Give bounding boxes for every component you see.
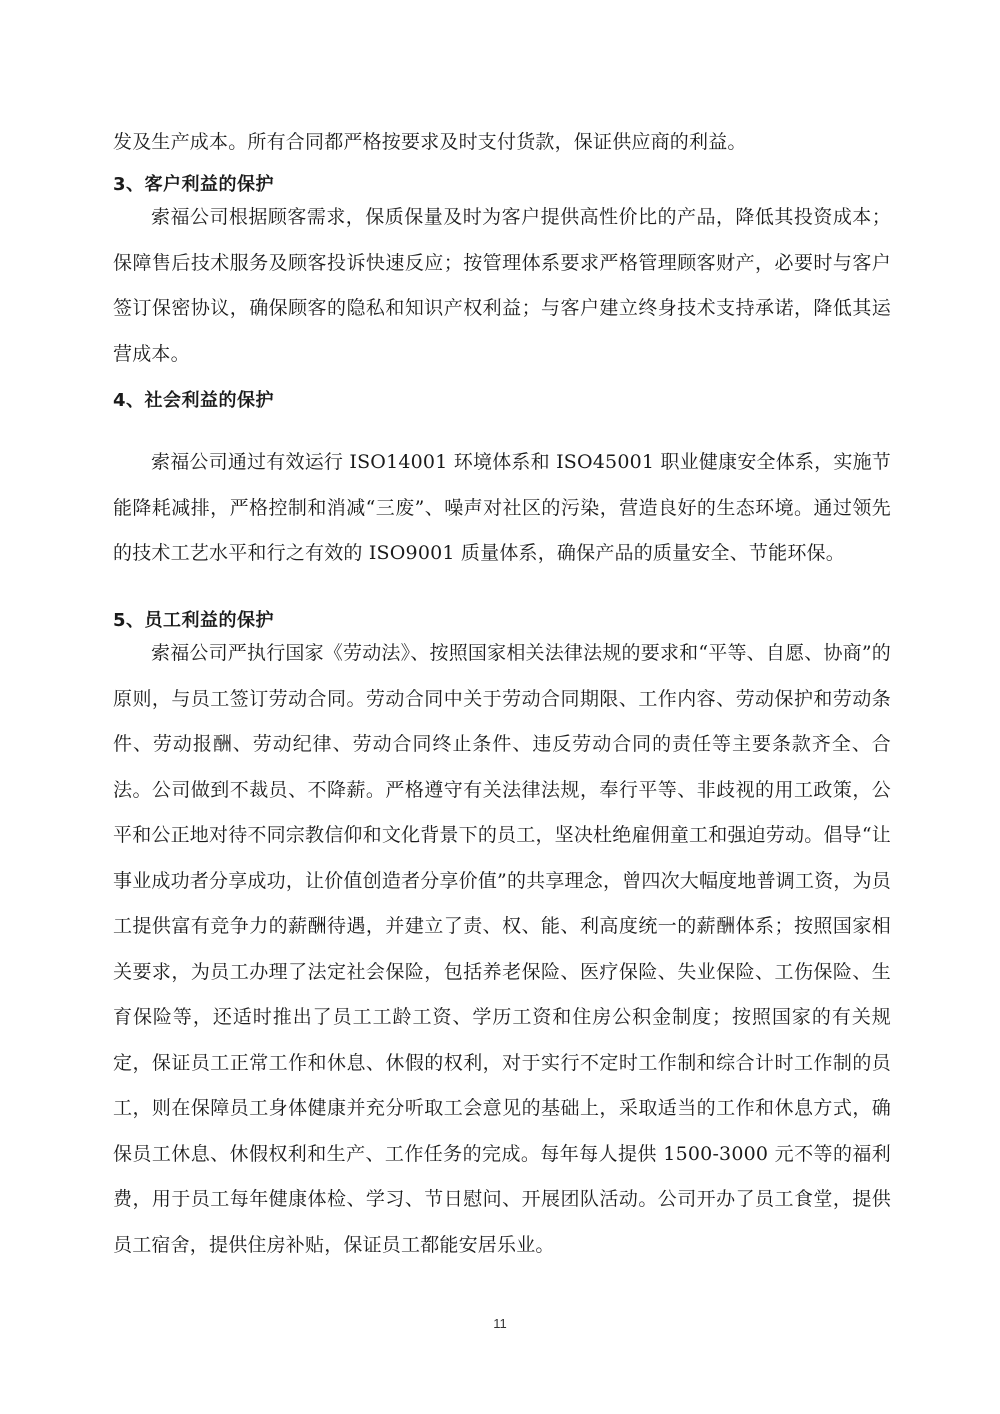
section-3-heading: 3、客户利益的保护 — [113, 174, 275, 195]
section-4-body: 索福公司通过有效运行 ISO14001 环境体系和 ISO45001 职业健康安全体系，实施节能降耗减排，严格控制和消减“三废”、噪声对社区的污染，营造良好的生态环境。通过领先的技术工艺水平和行之有效的 ISO9001 质量体系，确保产品的质量安全、节能环保。 — [113, 451, 891, 564]
section-5-heading: 5、员工利益的保护 — [113, 610, 275, 631]
page-number: 11 — [493, 1316, 507, 1331]
section-5-body: 索福公司严执行国家《劳动法》、按照国家相关法律法规的要求和“平等、自愿、协商”的原则，与员工签订劳动合同。劳动合同中关于劳动合同期限、工作内容、劳动保护和劳动条件、劳动报酬、劳动纪律、劳动合同终止条件、违反劳动合同的责任等主要条款齐全、合法。公司做到不裁员、不降薪。严格遵守有关法律法规，奉行平等、非歧视的用工政策，公平和公正地对待不同宗教信仰和文化背景下的员工，坚决杜绝雇佣童工和强迫劳动。倡导“让事业成功者分享成功，让价值创造者分享价值”的共享理念，曾四次大幅度地普调工资，为员工提供富有竞争力的薪酬待遇，并建立了责、权、能、利高度统一的薪酬体系；按照国家相关要求，为员工办理了法定社会保险，包括养老保险、医疗保险、失业保险、工伤保险、生育保险等，还适时推出了员工工龄工资、学历工资和住房公积金制度；按照国家的有关规定，保证员工正常工作和休息、休假的权利，对于实行不定时工作制和综合计时工作制的员工，则在保障员工身体健康并充分听取工会意见的基础上，采取适当的工作和休息方式，确保员工休息、休假权利和生产、工作任务的完成。每年每人提供 1500-3000 元不等的福利费，用于员工每年健康体检、学习、节日慰问、开展团队活动。公司开办了员工食堂，提供员工宿舍，提供住房补贴，保证员工都能安居乐业。 — [113, 642, 891, 1256]
section-3-body: 索福公司根据顾客需求，保质保量及时为客户提供高性价比的产品，降低其投资成本；保障售后技术服务及顾客投诉快速反应；按管理体系要求严格管理顾客财产，必要时与客户签订保密协议，确保顾客的隐私和知识产权利益；与客户建立终身技术支持承诺，降低其运营成本。 — [113, 206, 891, 365]
paragraph-continuation: 发及生产成本。所有合同都严格按要求及时支付货款，保证供应商的利益。 — [113, 131, 747, 153]
section-4-heading: 4、社会利益的保护 — [113, 390, 275, 411]
